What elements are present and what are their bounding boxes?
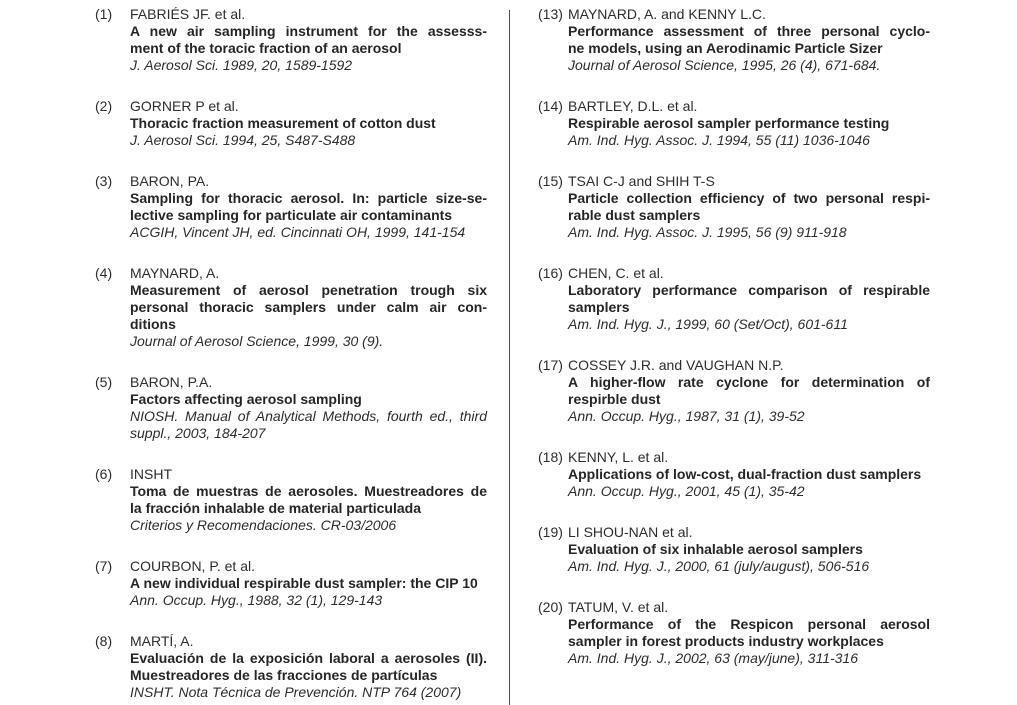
reference-authors: TATUM, V. et al. [568,599,669,615]
reference-body [130,558,487,609]
reference-authors: CHEN, C. et al. [568,265,664,281]
reference-authors: KENNY, L. et al. [568,449,669,465]
reference-title-line: ment of the toracic fraction of an aerosol [130,40,402,56]
reference-number: (17) [538,357,563,373]
reference-number: (8) [95,633,113,649]
reference-number: (5) [95,374,113,390]
reference-source-line: Am. Ind. Hyg. J., 2000, 61 (july/august), 506-516 [568,558,870,574]
reference-item [538,173,930,241]
reference-title-line: Laboratory performance comparison of respirable [568,282,930,298]
reference-source-line: Am. Ind. Hyg. Assoc. J. 1995, 56 (9) 911-918 [568,224,847,240]
reference-number: (15) [538,173,563,189]
reference-number: (14) [538,98,563,114]
reference-body [130,374,487,442]
reference-source-line: Am. Ind. Hyg. J., 1999, 60 (Set/Oct), 601-611 [568,316,848,332]
reference-source-line: Criterios y Recomendaciones. CR-03/2006 [130,517,397,533]
reference-source-line: Ann. Occup. Hyg., 2001, 45 (1), 35-42 [568,483,805,499]
reference-title-line: Evaluation of six inhalable aerosol samplers [568,541,863,557]
reference-title-line: A higher-flow rate cyclone for determination of [568,374,930,390]
reference-number: (2) [95,98,113,114]
reference-number: (20) [538,599,563,615]
reference-source-line: Am. Ind. Hyg. J., 2002, 63 (may/june), 311-316 [568,650,859,666]
reference-number: (19) [538,524,563,540]
reference-number: (16) [538,265,563,281]
reference-title-line: la fracción inhalable de material particulada [130,500,421,516]
reference-title-line: Measurement of aerosol penetration trough six [130,282,487,298]
reference-title-line: ditions [130,316,176,332]
reference-authors: GORNER P et al. [130,98,239,114]
reference-body [568,173,930,241]
reference-item [538,98,930,149]
reference-source-line: suppl., 2003, 184-207 [130,425,266,441]
reference-number: (4) [95,265,113,281]
reference-source-line: Journal of Aerosol Science, 1999, 30 (9). [130,333,384,349]
reference-number: (7) [95,558,113,574]
reference-item [538,449,930,500]
reference-source-line: INSHT. Nota Técnica de Prevención. NTP 764 (2007) [130,684,462,700]
reference-body [568,265,930,333]
reference-item [538,6,930,74]
reference-title-line: Toma de muestras de aerosoles. Muestreadores de [130,483,487,499]
reference-body [130,6,487,74]
reference-item [538,599,930,667]
reference-item [95,265,487,350]
references-column-right [538,6,930,667]
reference-item [95,466,487,534]
reference-authors: MARTÍ, A. [130,633,194,649]
reference-body [568,357,930,425]
reference-title-line: Particle collection efficiency of two personal respi- [568,190,930,206]
reference-authors: BARON, PA. [130,173,210,189]
reference-authors: MAYNARD, A. [130,265,220,281]
reference-authors: COURBON, P. et al. [130,558,256,574]
reference-title-line: Performance of the Respicon personal aerosol [568,616,930,632]
reference-body [568,98,930,149]
reference-authors: TSAI C-J and SHIH T-S [568,173,715,189]
reference-title-line: sampler in forest products industry workplaces [568,633,884,649]
reference-title-line: rable dust samplers [568,207,701,223]
reference-item [95,633,487,701]
reference-source-line: NIOSH. Manual of Analytical Methods, fourth ed., third [130,408,487,424]
reference-number: (3) [95,173,113,189]
reference-title-line: Factors affecting aerosol sampling [130,391,362,407]
reference-title-line: Evaluación de la exposición laboral a aerosoles (II). [130,650,487,666]
reference-item [95,98,487,149]
reference-item [538,357,930,425]
reference-number: (13) [538,6,563,22]
reference-title-line: respirble dust [568,391,661,407]
reference-item [95,6,487,74]
reference-item [538,265,930,333]
reference-item [95,374,487,442]
reference-body [130,98,487,149]
reference-authors: BARTLEY, D.L. et al. [568,98,698,114]
reference-source-line: Journal of Aerosol Science, 1995, 26 (4), 671-684. [568,57,881,73]
reference-body [568,524,930,575]
references-column-left [95,6,487,701]
reference-body [130,173,487,241]
reference-authors: INSHT [130,466,172,482]
reference-title-line: Thoracic fraction measurement of cotton dust [130,115,436,131]
reference-title-line: samplers [568,299,630,315]
reference-authors: LI SHOU-NAN et al. [568,524,693,540]
reference-title-line: A new air sampling instrument for the assesss- [130,23,487,39]
reference-title-line: ne models, using an Aerodinamic Particle Sizer [568,40,883,56]
reference-source-line: J. Aerosol Sci. 1989, 20, 1589-1592 [130,57,353,73]
reference-authors: FABRIÉS JF. et al. [130,6,246,22]
reference-title-line: Muestreadores de las fracciones de partículas [130,667,438,683]
reference-title-line: A new individual respirable dust sampler: the CIP 10 [130,575,478,591]
reference-authors: MAYNARD, A. and KENNY L.C. [568,6,766,22]
column-divider [509,10,510,705]
reference-body [130,265,487,350]
reference-source-line: J. Aerosol Sci. 1994, 25, S487-S488 [130,132,356,148]
reference-title-line: lective sampling for particulate air contaminants [130,207,453,223]
reference-body [568,599,930,667]
reference-title-line: Performance assessment of three personal cyclo- [568,23,930,39]
reference-body [130,466,487,534]
reference-source-line: ACGIH, Vincent JH, ed. Cincinnati OH, 1999, 141-154 [130,224,466,240]
reference-title-line: personal thoracic samplers under calm air con- [130,299,487,315]
reference-number: (1) [95,6,113,22]
reference-number: (6) [95,466,113,482]
reference-title-line: Sampling for thoracic aerosol. In: particle size-se- [130,190,487,206]
reference-authors: BARON, P.A. [130,374,213,390]
reference-title-line: Applications of low-cost, dual-fraction dust samplers [568,466,922,482]
reference-item [95,558,487,609]
reference-item [95,173,487,241]
reference-number: (18) [538,449,563,465]
reference-source-line: Ann. Occup. Hyg., 1987, 31 (1), 39-52 [568,408,805,424]
reference-body [130,633,487,701]
reference-source-line: Ann. Occup. Hyg., 1988, 32 (1), 129-143 [130,592,383,608]
reference-body [568,6,930,74]
reference-item [538,524,930,575]
reference-authors: COSSEY J.R. and VAUGHAN N.P. [568,357,784,373]
reference-title-line: Respirable aerosol sampler performance testing [568,115,890,131]
reference-body [568,449,930,500]
reference-source-line: Am. Ind. Hyg. Assoc. J. 1994, 55 (11) 1036-1046 [568,132,870,148]
